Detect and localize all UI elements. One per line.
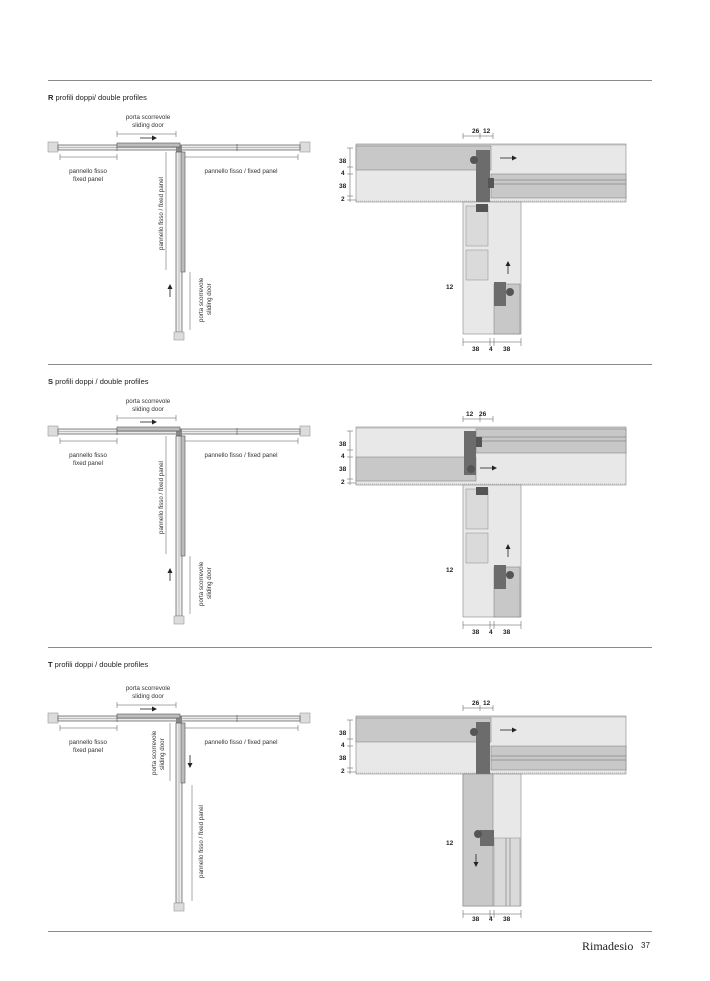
dim-bot-c: 38 (503, 629, 511, 636)
dim-top-b: 26 (479, 411, 487, 418)
label-sliding-top-en: sliding door (132, 122, 164, 129)
dim-bot-c: 38 (503, 346, 511, 353)
dim-bot-a: 38 (472, 916, 480, 923)
label-fixed-right: pannello fisso / fixed panel (204, 739, 278, 746)
dim-bot-c: 38 (503, 916, 511, 923)
label-fixed-left-en: fixed panel (73, 460, 103, 467)
detail-view-r (347, 133, 626, 346)
label-fixed-right: pannello fisso / fixed panel (204, 168, 278, 175)
label-vertical-fixed: pannello fisso / fixed panel (158, 177, 165, 250)
dim-bot-a: 38 (472, 346, 480, 353)
dim-top-a: 26 (472, 700, 480, 707)
label-vertical-fixed: pannello fisso / fixed panel (198, 805, 205, 878)
section-r-title: R profili doppi/ double profiles (48, 93, 147, 102)
section-t (48, 685, 626, 923)
page-number: 37 (641, 941, 650, 950)
label-sliding-top-it: porta scorrevole (125, 685, 171, 692)
label-fixed-left-it: pannello fisso (69, 739, 107, 746)
label-vertical-fixed: pannello fisso / fixed panel (158, 461, 165, 534)
brand-logo: Rimadesio (582, 939, 634, 953)
dim-mid: 12 (446, 567, 454, 574)
label-vertical-sliding-en: sliding door (206, 567, 213, 599)
dim-top-a: 12 (466, 411, 474, 418)
section-r (48, 114, 626, 353)
dim-mid: 12 (446, 840, 454, 847)
dim-bot-b: 4 (489, 346, 493, 353)
dim-bot-a: 38 (472, 629, 480, 636)
label-fixed-left-en: fixed panel (73, 747, 103, 754)
dim-left-1: 38 (339, 441, 347, 448)
dim-left-1: 38 (339, 730, 347, 737)
dim-left-1: 38 (339, 158, 347, 165)
dim-left-2: 4 (341, 453, 345, 460)
label-vertical-sliding-it: porta scorrevole (151, 730, 158, 775)
label-fixed-right: pannello fisso / fixed panel (204, 452, 278, 459)
dim-top-b: 12 (483, 128, 491, 135)
dim-left-3: 38 (339, 466, 347, 473)
section-t-title: T profili doppi / double profiles (48, 660, 149, 669)
label-sliding-top-it: porta scorrevole (125, 398, 171, 405)
dim-left-4: 2 (341, 479, 345, 486)
label-fixed-left-it: pannello fisso (69, 452, 107, 459)
label-sliding-top-en: sliding door (132, 693, 164, 700)
section-s (48, 398, 626, 636)
dim-left-2: 4 (341, 742, 345, 749)
dim-left-4: 2 (341, 768, 345, 775)
dim-bot-b: 4 (489, 916, 493, 923)
label-vertical-sliding-it: porta scorrevole (198, 561, 205, 606)
dim-left-4: 2 (341, 196, 345, 203)
dim-mid: 12 (446, 284, 454, 291)
label-vertical-sliding-en: sliding door (206, 283, 213, 315)
dim-left-3: 38 (339, 183, 347, 190)
arrow-up-icon (168, 284, 173, 297)
detail-view-t (347, 705, 626, 918)
label-sliding-top-it: porta scorrevole (125, 114, 171, 121)
label-sliding-top-en: sliding door (132, 406, 164, 413)
arrow-right-icon (140, 136, 157, 141)
dim-bot-b: 4 (489, 629, 493, 636)
section-s-title: S profili doppi / double profiles (48, 377, 149, 386)
plan-view-r (48, 131, 310, 340)
label-fixed-left-en: fixed panel (73, 176, 103, 183)
label-vertical-sliding-it: porta scorrevole (198, 277, 205, 322)
dim-left-3: 38 (339, 755, 347, 762)
dim-top-b: 12 (483, 700, 491, 707)
label-vertical-sliding-en: sliding door (159, 738, 166, 770)
plan-view-s (48, 415, 310, 624)
dim-top-a: 26 (472, 128, 480, 135)
dim-left-2: 4 (341, 170, 345, 177)
detail-view-s (347, 416, 626, 629)
plan-view-t (48, 702, 310, 911)
label-fixed-left-it: pannello fisso (69, 168, 107, 175)
